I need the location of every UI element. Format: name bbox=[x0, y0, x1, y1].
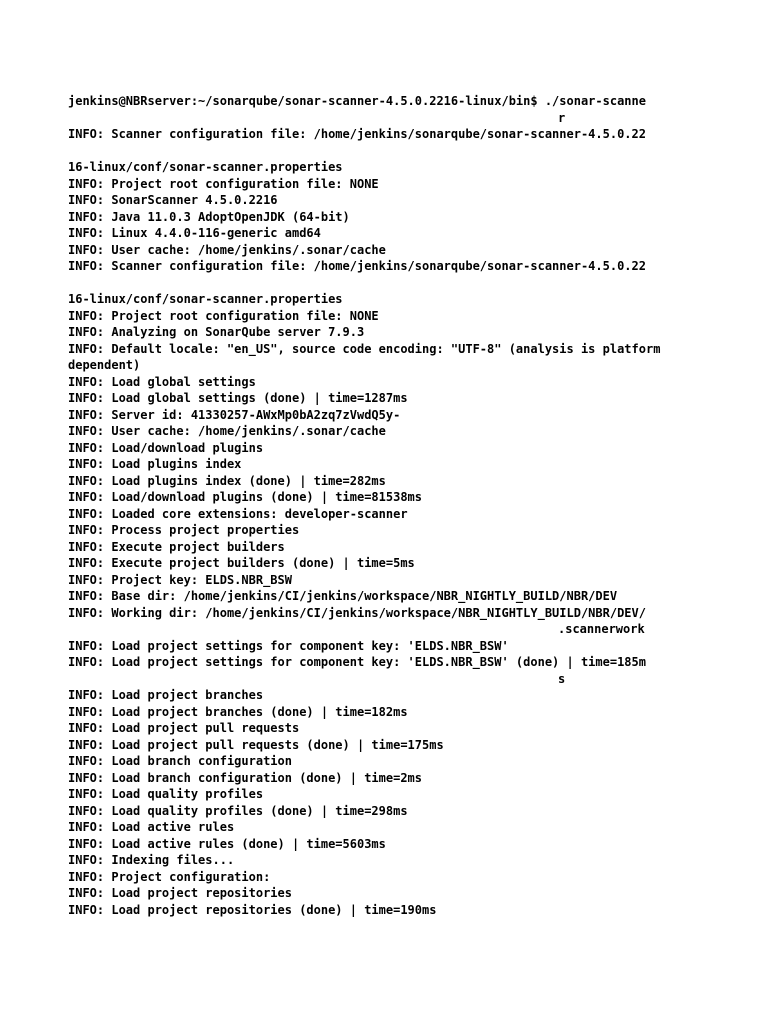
log-line: INFO: Load global settings bbox=[68, 374, 256, 389]
log-line: INFO: Process project properties bbox=[68, 523, 300, 537]
log-line: INFO: Server id: 41330257-AWxMp0bA2zq7zVwdQ5y- bbox=[68, 407, 401, 422]
log-line: INFO: Load project pull requests (done) | time=175ms bbox=[68, 737, 444, 752]
log-line: INFO: Indexing files... bbox=[68, 853, 235, 867]
log-line: INFO: Load project branches (done) | time=182ms bbox=[68, 704, 408, 719]
log-line: INFO: Java 11.0.3 AdoptOpenJDK (64-bit) bbox=[68, 209, 350, 224]
log-line-blank bbox=[68, 143, 708, 160]
log-line: INFO: Scanner configuration file: /home/jenkins/sonarqube/sonar-scanner-4.5.0.22 bbox=[68, 259, 646, 273]
log-line: INFO: Load project repositories (done) | time=190ms bbox=[68, 902, 437, 917]
log-line: INFO: Load plugins index bbox=[68, 457, 242, 471]
log-line: INFO: Execute project builders bbox=[68, 539, 285, 554]
log-line: INFO: Load project branches bbox=[68, 688, 264, 702]
log-line: INFO: Project root configuration file: NONE bbox=[68, 308, 379, 323]
log-line-blank bbox=[68, 275, 708, 292]
log-line: INFO: Default locale: "en_US", source code encoding: "UTF-8" (analysis is platform bbox=[68, 341, 661, 356]
log-line: INFO: Project configuration: bbox=[68, 869, 271, 884]
log-line: INFO: Load active rules (done) | time=5603ms bbox=[68, 836, 386, 851]
log-line: INFO: SonarScanner 4.5.0.2216 bbox=[68, 193, 278, 207]
log-line: INFO: Load project settings for component key: 'ELDS.NBR_BSW' (done) | time=185m bbox=[68, 655, 646, 669]
log-line: INFO: Base dir: /home/jenkins/CI/jenkins/workspace/NBR_NIGHTLY_BUILD/NBR/DEV bbox=[68, 589, 618, 603]
log-line: jenkins@NBRserver:~/sonarqube/sonar-scanner-4.5.0.2216-linux/bin$ ./sonar-scanne bbox=[68, 94, 646, 108]
log-line: INFO: Load branch configuration (done) | time=2ms bbox=[68, 770, 423, 785]
log-line: INFO: Linux 4.4.0-116-generic amd64 bbox=[68, 226, 321, 240]
log-line-wrap: s bbox=[558, 671, 566, 686]
log-line: 16-linux/conf/sonar-scanner.properties bbox=[68, 160, 343, 174]
log-line: INFO: User cache: /home/jenkins/.sonar/cache bbox=[68, 424, 386, 438]
log-line: INFO: Load quality profiles bbox=[68, 787, 264, 801]
log-line: INFO: User cache: /home/jenkins/.sonar/cache bbox=[68, 242, 386, 257]
log-line: dependent) bbox=[68, 358, 141, 372]
log-line: INFO: Load global settings (done) | time=1287ms bbox=[68, 391, 408, 405]
log-line: INFO: Load project repositories bbox=[68, 886, 292, 900]
log-line: INFO: Load/download plugins (done) | time=81538ms bbox=[68, 490, 423, 504]
log-line: INFO: Load project settings for component key: 'ELDS.NBR_BSW' bbox=[68, 638, 509, 653]
log-line: INFO: Project root configuration file: NONE bbox=[68, 176, 379, 191]
log-line: INFO: Load project pull requests bbox=[68, 721, 300, 735]
log-line-wrap: r bbox=[558, 110, 566, 125]
log-line: INFO: Load/download plugins bbox=[68, 440, 264, 455]
terminal-log bbox=[68, 93, 708, 918]
log-line: INFO: Working dir: /home/jenkins/CI/jenkins/workspace/NBR_NIGHTLY_BUILD/NBR/DEV/ bbox=[68, 605, 646, 620]
log-line: 16-linux/conf/sonar-scanner.properties bbox=[68, 292, 343, 306]
log-line: INFO: Load plugins index (done) | time=282ms bbox=[68, 473, 386, 488]
log-line: INFO: Scanner configuration file: /home/jenkins/sonarqube/sonar-scanner-4.5.0.22 bbox=[68, 127, 646, 141]
log-line: INFO: Load quality profiles (done) | time=298ms bbox=[68, 803, 408, 818]
log-line: INFO: Execute project builders (done) | time=5ms bbox=[68, 556, 415, 570]
log-line: INFO: Project key: ELDS.NBR_BSW bbox=[68, 572, 292, 587]
log-line: INFO: Load active rules bbox=[68, 820, 235, 834]
log-line: INFO: Analyzing on SonarQube server 7.9.3 bbox=[68, 325, 365, 339]
log-line-wrap: .scannerwork bbox=[558, 622, 645, 636]
log-line: INFO: Load branch configuration bbox=[68, 754, 292, 768]
log-line: INFO: Loaded core extensions: developer-scanner bbox=[68, 506, 408, 521]
